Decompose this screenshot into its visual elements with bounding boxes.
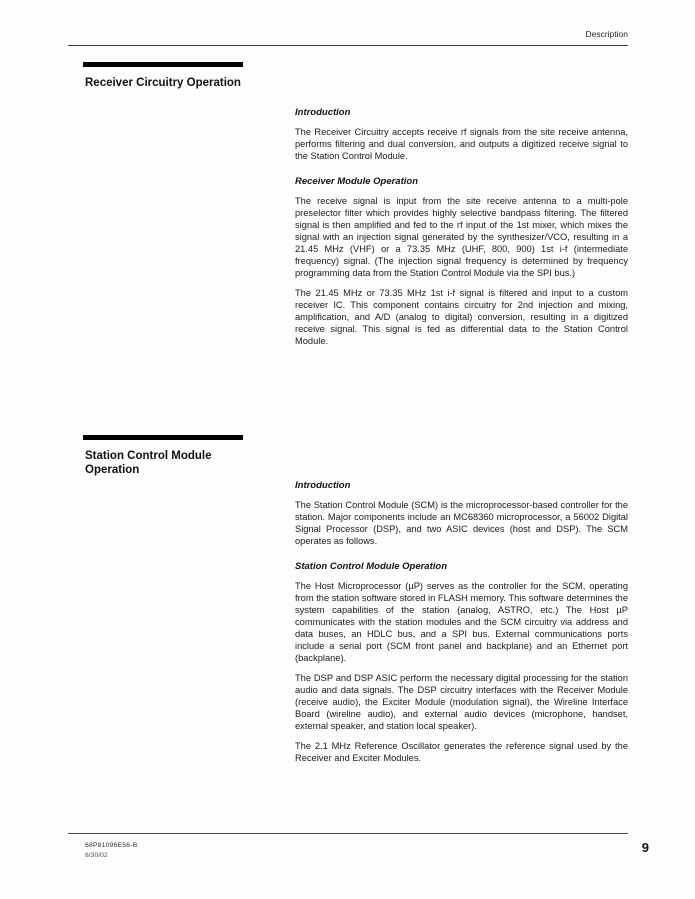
receiver-module-operation-heading: Receiver Module Operation [295, 176, 419, 187]
introduction-heading: Introduction [295, 480, 351, 491]
paragraph-scm-intro: The Station Control Module (SCM) is the microprocessor-based controller for the station. Major components include an MC68360 microprocessor, a 56002 Digital Signal Processor (DSP), and two ASIC devices (host and DSP). The SCM operates as follows. [295, 500, 628, 546]
section-body-column [295, 62, 628, 355]
section-title-column [83, 62, 295, 355]
paragraph-receiver-operation-2: The 21.45 MHz or 73.35 MHz 1st i-f signal is filtered and input to a custom receiver IC. This component contains circuitry for 2nd injection and mixing, amplification, and A/D (analog to digital) conversion, resulting in a digitized receive signal. This signal is fed as differential data to the Station Control Module. [295, 288, 628, 346]
section-heading-bar [83, 435, 243, 440]
paragraph-receiver-operation-1: The receive signal is input from the site receive antenna to a multi-pole preselector filter which provides highly selective bandpass filtering. The filtered signal is then amplified and fed to the rf input of the 1st mixer, which mixes the signal with an injection signal generated by the synthesizer/VCO, resulting in a 21.45 MHz (VHF) or a 73.35 MHz (UHF, 800, 900) 1st i-f (intermediate frequency) signal. (The injection signal frequency is determined by frequency programming data from the Station Control Module via the SPI bus.) [295, 196, 628, 278]
scm-operation-heading: Station Control Module Operation [295, 561, 447, 572]
paragraph-scm-operation-2: The DSP and DSP ASIC perform the necessary digital processing for the station audio and data signals. The DSP circuitry interfaces with the Receiver Module (receive audio), the Exciter Module (modulation signal), the Wireline Interface Board (wireline audio), and external audio devices (microphone, handset, external speaker, and station local speaker). [295, 673, 628, 731]
section-body-column [295, 435, 628, 772]
section-title: Station Control Module Operation [85, 450, 212, 476]
paragraph-receiver-intro: The Receiver Circuitry accepts receive rf signals from the site receive antenna, performs filtering and dual conversion, and outputs a digitized receive signal to the Station Control Module. [295, 127, 628, 161]
header-rule [68, 45, 628, 46]
paragraph-scm-operation-1: The Host Microprocessor (µP) serves as the controller for the SCM, operating from the station software stored in FLASH memory. This software determines the system capabilities of the station (analog, ASTRO, etc.) The Host µP communicates with the station modules and the SCM circuitry via address and data buses, an HDLC bus, and a SPI bus. External communications ports include a serial port (SCM front panel and backplane) and an Ethernet port (backplane). [295, 581, 628, 663]
section-heading-bar [83, 62, 243, 67]
paragraph-scm-operation-3: The 2.1 MHz Reference Oscillator generates the reference signal used by the Receiver and Exciter Modules. [295, 741, 628, 763]
footer-rule [68, 833, 628, 834]
introduction-heading: Introduction [295, 107, 351, 118]
section-title-column [83, 435, 295, 772]
section-receiver-circuitry [83, 62, 628, 355]
footer-date: 8/30/02 [85, 852, 108, 859]
running-header: Description [585, 29, 628, 39]
footer-doc-number: 68P81096E56-B [85, 842, 138, 849]
section-station-control-module [83, 435, 628, 772]
page-number: 9 [641, 840, 649, 855]
section-title: Receiver Circuitry Operation [85, 77, 241, 89]
